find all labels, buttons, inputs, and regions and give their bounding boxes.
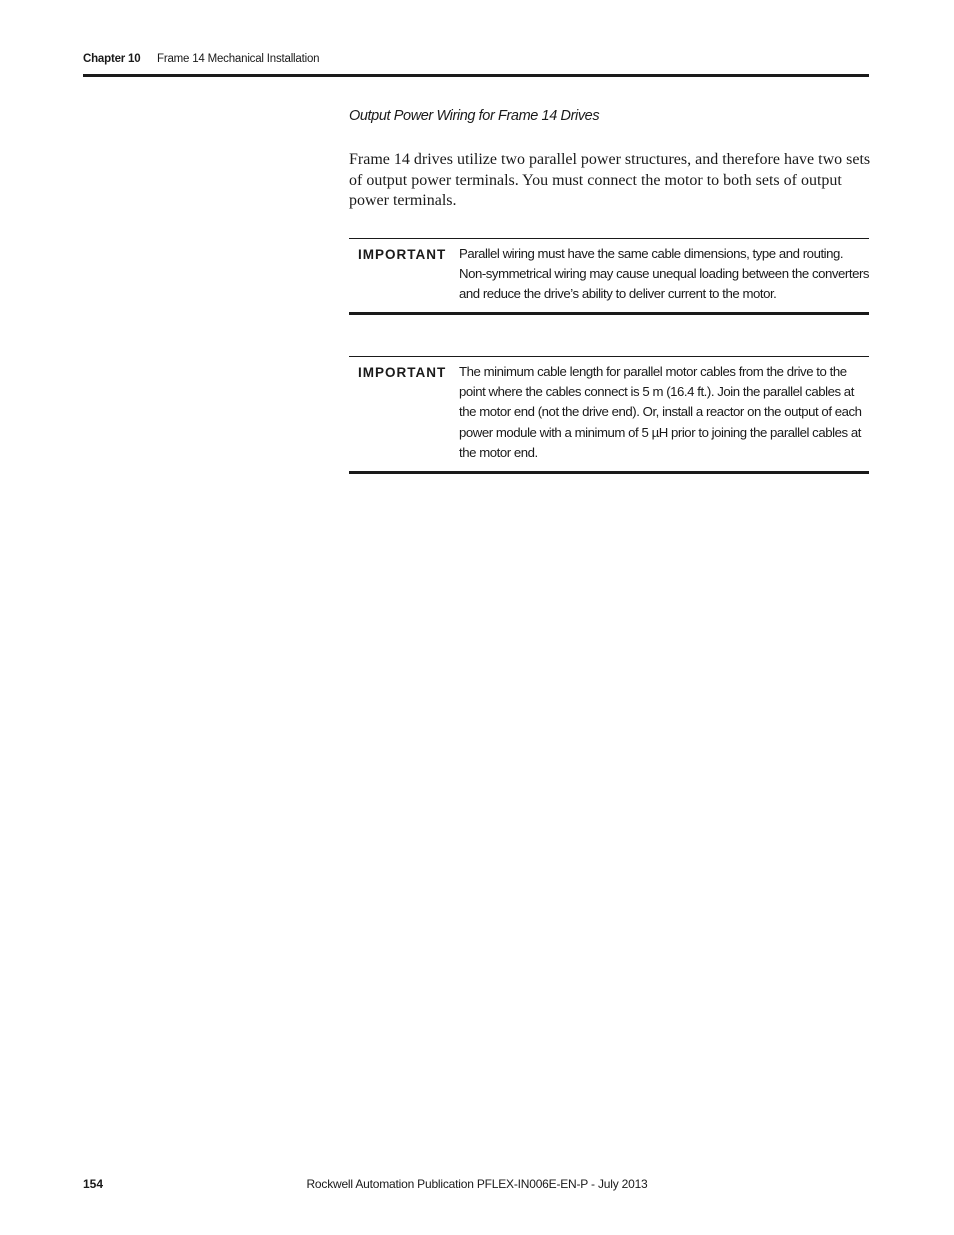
body-paragraph: Frame 14 drives utilize two parallel power structures, and therefore have two sets of output power terminals. You must connect the motor to both sets of output power terminals. [349, 151, 871, 209]
important-text: Parallel wiring must have the same cable dimensions, type and routing. Non-symmetrical wiring may cause unequal loading between the converters and reduce the drive’s ability to deliver current to the motor. [459, 246, 870, 302]
important-notice-1 [349, 238, 869, 315]
chapter-title: Frame 14 Mechanical Installation [157, 53, 320, 65]
section-title: Output Power Wiring for Frame 14 Drives [349, 108, 600, 124]
publication-footer: Rockwell Automation Publication PFLEX-IN006E-EN-P - July 2013 [306, 1177, 648, 1191]
important-text: The minimum cable length for parallel motor cables from the drive to the point where the cables connect is 5 m (16.4 ft.). Join the parallel cables at the motor end (not the drive end). Or, install a reactor on the output of each power module with a minimum of 5 µH prior to joining the parallel cables at the motor end. [459, 364, 862, 460]
important-label: IMPORTANT [358, 365, 447, 380]
important-label: IMPORTANT [358, 247, 447, 262]
header-divider [83, 74, 869, 77]
page-number: 154 [83, 1177, 104, 1191]
chapter-label: Chapter 10 [83, 53, 141, 65]
running-header [83, 52, 869, 70]
important-notice-2 [349, 356, 869, 474]
